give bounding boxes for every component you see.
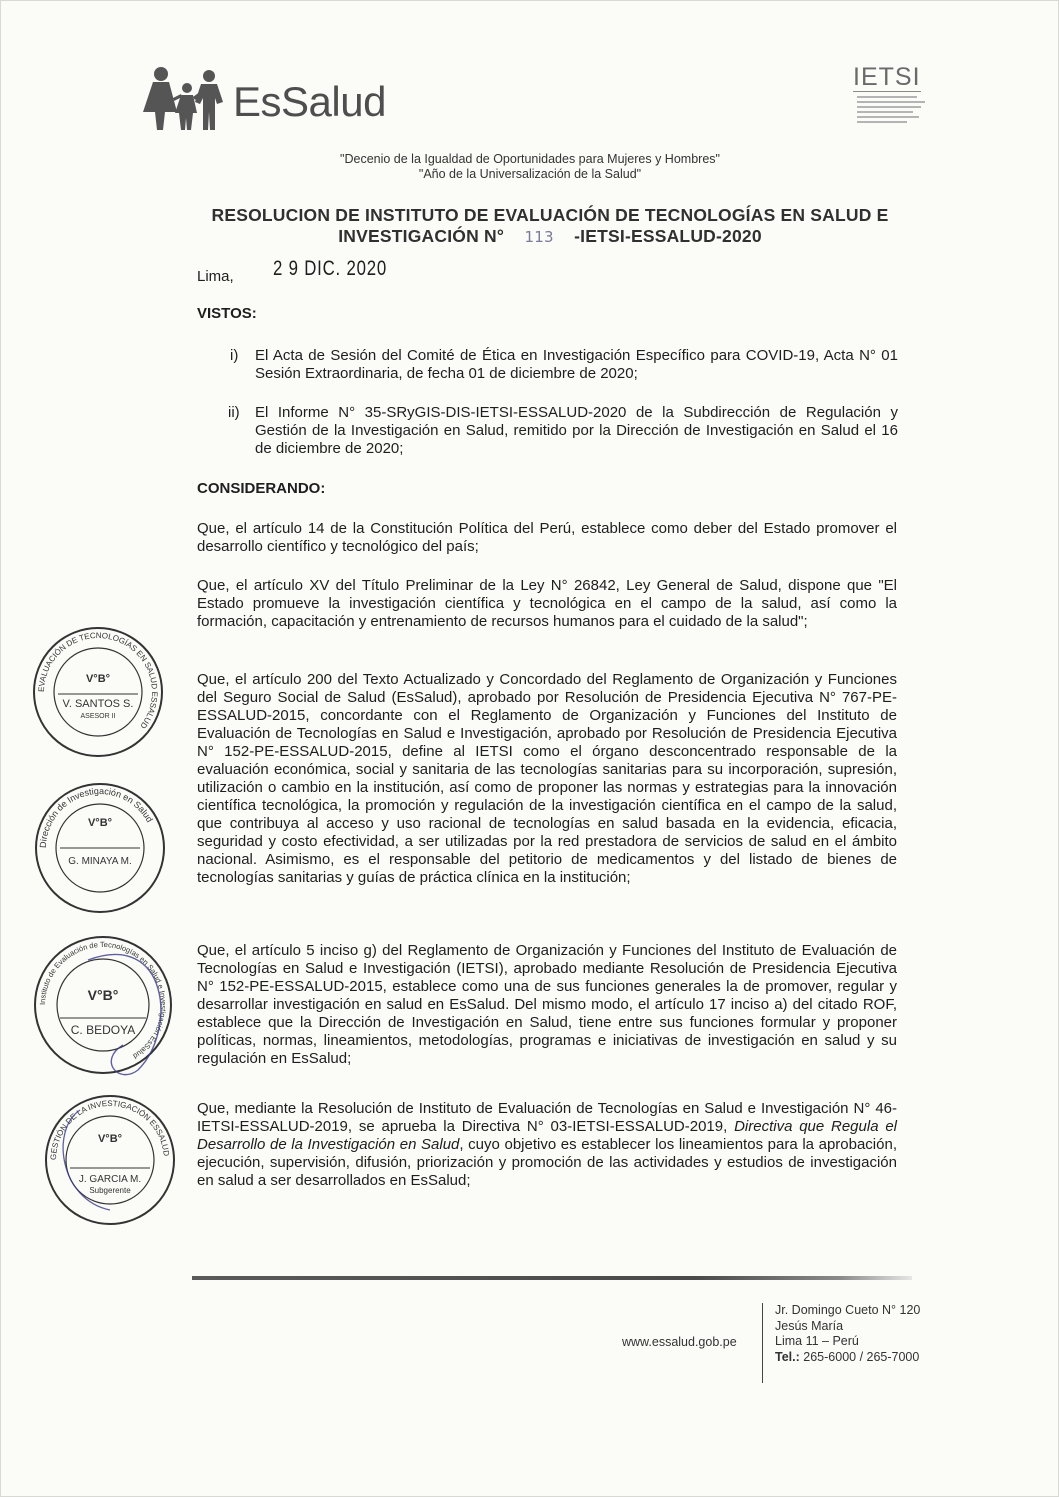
seal-name: C. BEDOYA: [70, 1023, 136, 1037]
considerando-heading: CONSIDERANDO:: [197, 480, 326, 497]
considerando-paragraph-directiva: [197, 1100, 897, 1190]
seal-ring-text: GESTIÓN DE LA INVESTIGACIÓN ESSALUD: [48, 1098, 171, 1161]
decenio-line: "Decenio de la Igualdad de Oportunidades para Mujeres y Hombres": [340, 152, 720, 166]
phone-label: Tel.:: [775, 1349, 800, 1364]
vb-seal-bedoya: [28, 930, 178, 1080]
address-line: Jesús María: [775, 1318, 844, 1333]
seal-vb: V°B°: [87, 817, 113, 829]
seal-name: J. GARCIA M.: [78, 1174, 142, 1185]
seal-name: V. SANTOS S.: [62, 698, 134, 710]
resolution-number: 113: [524, 228, 554, 246]
seal-role: ASESOR II: [80, 713, 116, 720]
date-stamp: 2 9 DIC. 2020: [273, 257, 388, 280]
vistos-item-num: ii): [228, 404, 240, 421]
phone-line: [775, 1350, 920, 1366]
vistos-item-text: El Acta de Sesión del Comité de Ética en Investigación Específico para COVID-19, Acta N° 01 Sesión Extraordinaria, de fecha 01 de diciembre de 2020;: [255, 347, 898, 382]
logo-text: EsSalud: [233, 78, 386, 125]
considerando-paragraph: Que, el artículo 14 de la Constitución Política del Perú, establece como deber del Estado promover el desarrollo científico y tecnológico del país;: [197, 520, 897, 555]
vb-seal-santos: [28, 622, 168, 762]
signature-mark: [88, 954, 161, 1074]
title-suffix: -IETSI-ESSALUD-2020: [574, 226, 762, 246]
seal-name: G. MINAYA M.: [68, 856, 132, 867]
resolution-title-line2: [160, 226, 940, 248]
title-investigacion: INVESTIGACIÓN N°: [338, 226, 505, 246]
footer-divider: [762, 1303, 763, 1383]
paragraph-text: , cuyo objetivo es establecer los lineamientos para la aprobación, ejecución, supervisión, difusión, priorización y promoción de las actividades y estudios de investigación en salud a ser desarrollados en EsSalud;: [197, 1136, 897, 1189]
seal-ring-text: Instituto de Evaluación de Tecnologías en Salud e Investigación EsSalud: [37, 939, 169, 1061]
seal-vb: V°B°: [97, 1133, 123, 1145]
vb-seal-garcia: [40, 1090, 180, 1230]
ietsi-logo: [853, 64, 933, 134]
seal-ring-text: EVALUACIÓN DE TECNOLOGÍAS EN SALUD ESSALUD: [36, 630, 160, 731]
phone-numbers: 265-6000 / 265-7000: [803, 1349, 920, 1364]
considerando-paragraph: Que, el artículo 200 del Texto Actualizado y Concordado del Reglamento de Organización y Funciones del Seguro Social de Salud (EsSalud), aprobado por Resolución de Presidencia Ejecutiva N° 767-PE-ESSALUD-2015, concordante con el Reglamento de Organización y Funciones del Instituto de Evaluación de Tecnologías en Salud e Investigación, aprobado por Resolución de Presidencia Ejecutiva N° 152-PE-ESSALUD-2015, define al IETSI como el órgano desconcentrado responsable de la evaluación económica, social y sanitaria de las tecnologías sanitarias para su incorporación, supresión, utilización o cambio en la institución, así como de proponer las normas y estrategias para la innovación científica tecnológica, la promoción y regulación de la investigación científica en el campo de la salud, que contribuya al acceso y uso racional de tecnologías en salud basada en la evidencia, eficacia, seguridad y costo efectividad, a ser utilizadas por la red prestadora de servicios de salud en el ámbito nacional. Asimismo, es el responsable del petitorio de medicamentos y del listado de bienes de tecnologías sanitarias y guías de práctica clínica en la institución;: [197, 671, 897, 886]
vistos-heading: VISTOS:: [197, 305, 257, 322]
seal-vb: V°B°: [87, 987, 119, 1003]
seal-ring-text: Dirección de Investigación en Salud: [37, 785, 155, 849]
ietsi-logo-text: IETSI: [853, 63, 921, 91]
vb-seal-minaya: [30, 778, 170, 918]
footer-address: [775, 1303, 920, 1365]
paragraph-text: Que, mediante la Resolución de Instituto de Evaluación de Tecnologías en Salud e Investigación N° 46-IETSI-ESSALUD-2019, se aprueba la Directiva N° 03-IETSI-ESSALUD-2019,: [197, 1100, 897, 1135]
considerando-paragraph: Que, el artículo 5 inciso g) del Reglamento de Organización y Funciones del Instituto de Evaluación de Tecnologías en Salud e Investigación (IETSI), aprobado mediante Resolución de Presidencia Ejecutiva N° 152-PE-ESSALUD-2015, establece como una de sus funciones generales la de promover, regular y desarrollar investigación en salud en EsSalud. Del mismo modo, el artículo 17 inciso a) del citado ROF, establece que la Dirección de Investigación en Salud, tiene entre sus funciones formular y proponer políticas, normas, lineamientos, metodologías, programas e iniciativas de investigación en salud y su regulación en EsSalud;: [197, 942, 897, 1067]
address-line: Lima 11 – Perú: [775, 1334, 859, 1348]
footer-url: www.essalud.gob.pe: [622, 1335, 737, 1349]
anio-line: "Año de la Universalización de la Salud": [418, 167, 642, 181]
vistos-item-text: El Informe N° 35-SRyGIS-DIS-IETSI-ESSALUD-2020 de la Subdirección de Regulación y Gestión de la Investigación en Salud, remitido por la Dirección de Investigación en Salud el 16 de diciembre de 2020;: [255, 404, 898, 457]
resolution-title-line1: RESOLUCION DE INSTITUTO DE EVALUACIÓN DE TECNOLOGÍAS EN SALUD E: [211, 205, 889, 225]
address-line: Jr. Domingo Cueto N° 120: [775, 1303, 921, 1317]
seal-role: Subgerente: [89, 1186, 131, 1195]
directiva-title: Directiva que Regula el Desarrollo de la Investigación en Salud: [197, 1118, 898, 1153]
footer-rule: [192, 1276, 912, 1280]
date-place: Lima,: [197, 268, 234, 285]
considerando-paragraph: Que, el artículo XV del Título Preliminar de la Ley N° 26842, Ley General de Salud, dispone que "El Estado promueve la investigación científica y tecnológica en el campo de la salud, así como la formación, capacitación y entrenamiento de recursos humanos para el cuidado de la salud";: [197, 577, 897, 630]
vistos-item-num: i): [230, 347, 239, 364]
ietsi-logo-subtext: [853, 96, 933, 123]
seal-vb: V°B°: [85, 673, 111, 685]
essalud-logo: [143, 66, 403, 130]
family-icon: [143, 66, 235, 130]
